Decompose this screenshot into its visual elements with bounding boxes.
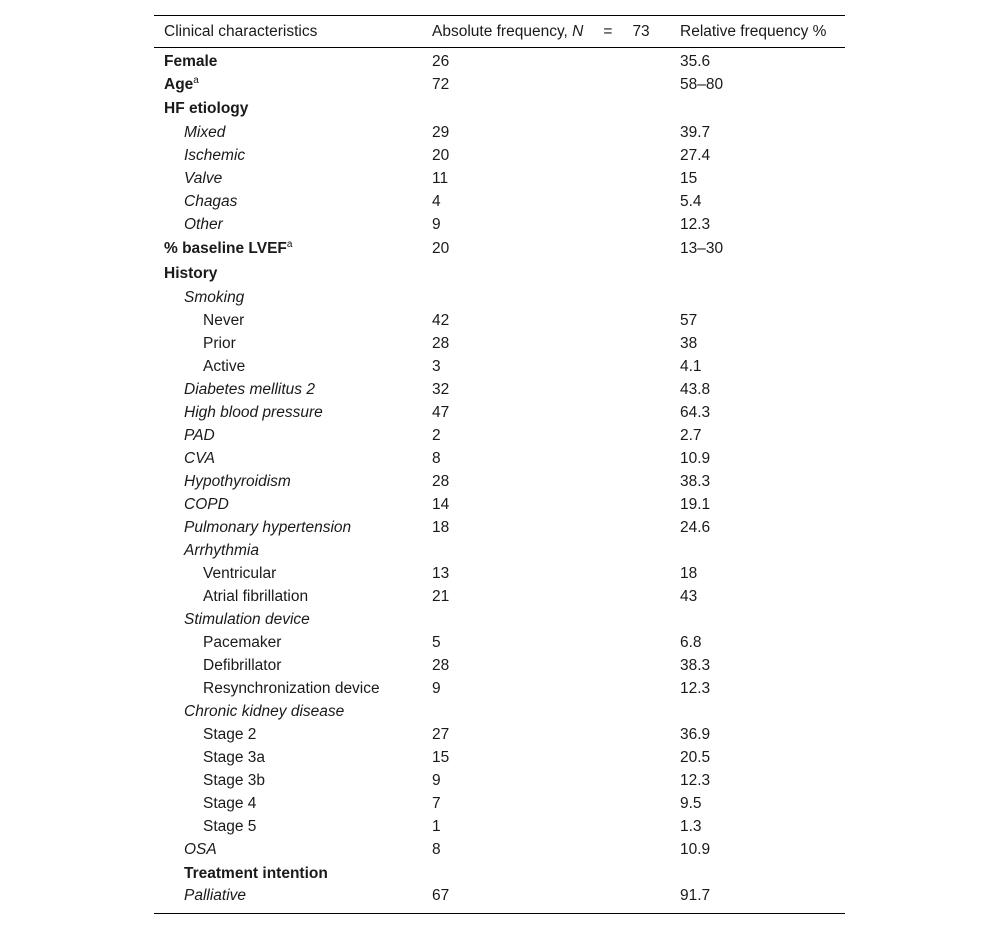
row-label: Prior <box>203 334 236 352</box>
rel-value: 19.1 <box>680 495 711 513</box>
rel-value: 36.9 <box>680 725 711 743</box>
rel-value <box>670 261 845 286</box>
table-row <box>154 48 845 74</box>
row-label: Stage 4 <box>203 794 257 812</box>
abs-value: 42 <box>432 311 450 329</box>
abs-value: 28 <box>432 472 450 490</box>
table-row <box>154 286 845 309</box>
row-label: Female <box>164 52 218 70</box>
abs-value: 20 <box>432 239 450 257</box>
subsection-label: Stimulation device <box>184 610 310 628</box>
abs-value: 28 <box>432 334 450 352</box>
abs-value <box>422 286 670 309</box>
abs-value: 11 <box>432 169 449 187</box>
table-row <box>154 700 845 723</box>
table-row <box>154 121 845 144</box>
table-row <box>154 585 845 608</box>
abs-value: 9 <box>432 215 441 233</box>
row-label: Hypothyroidism <box>184 472 291 490</box>
abs-value: 8 <box>432 840 441 858</box>
abs-value <box>422 700 670 723</box>
table-header <box>154 16 845 48</box>
rel-value: 5.4 <box>680 192 702 210</box>
abs-value <box>422 539 670 562</box>
abs-value: 2 <box>432 426 441 444</box>
row-label: Stage 2 <box>203 725 257 743</box>
table-row <box>154 236 845 261</box>
table-row <box>154 401 845 424</box>
abs-value <box>422 261 670 286</box>
row-label: OSA <box>184 840 217 858</box>
rel-value: 27.4 <box>680 146 711 164</box>
rel-value <box>670 286 845 309</box>
table-row <box>154 167 845 190</box>
table-row <box>154 378 845 401</box>
header-absolute-frequency-label: Absolute frequency, <box>432 22 573 40</box>
rel-value: 91.7 <box>670 886 845 914</box>
table-row <box>154 654 845 677</box>
table-body <box>154 48 845 914</box>
rel-value: 24.6 <box>680 518 711 536</box>
table-row <box>154 838 845 861</box>
subsection-label: Chronic kidney disease <box>184 702 345 720</box>
row-label: Ischemic <box>184 146 246 164</box>
table-row <box>154 213 845 236</box>
table-row <box>154 332 845 355</box>
abs-value: 47 <box>432 403 450 421</box>
abs-value: 4 <box>432 192 441 210</box>
rel-value: 13–30 <box>680 239 724 257</box>
rel-value: 9.5 <box>680 794 702 812</box>
table-row <box>154 723 845 746</box>
row-label: Stage 3b <box>203 771 266 789</box>
table-row <box>154 424 845 447</box>
row-label: CVA <box>184 449 216 467</box>
table-row <box>154 886 845 914</box>
rel-value: 38 <box>680 334 698 352</box>
abs-value: 32 <box>432 380 450 398</box>
abs-value <box>422 96 670 121</box>
rel-value <box>670 608 845 631</box>
table-row <box>154 144 845 167</box>
row-label <box>154 236 422 261</box>
abs-value: 5 <box>432 633 441 651</box>
header-relative-frequency: Relative frequency % <box>670 16 845 48</box>
abs-value: 7 <box>432 794 441 812</box>
row-label: Atrial fibrillation <box>203 587 309 605</box>
table-row <box>154 309 845 332</box>
header-absolute-frequency <box>422 16 670 48</box>
abs-value <box>422 608 670 631</box>
abs-value: 13 <box>432 564 450 582</box>
table-row <box>154 677 845 700</box>
table-row <box>154 792 845 815</box>
table-row <box>154 539 845 562</box>
table-row <box>154 73 845 96</box>
abs-value: 20 <box>432 146 450 164</box>
rel-value: 43.8 <box>680 380 711 398</box>
row-label: Chagas <box>184 192 238 210</box>
rel-value: 35.6 <box>680 52 711 70</box>
rel-value <box>670 96 845 121</box>
table-row <box>154 769 845 792</box>
row-label: Pulmonary hypertension <box>184 518 352 536</box>
rel-value: 38.3 <box>680 472 711 490</box>
row-label: Active <box>203 357 246 375</box>
rel-value: 64.3 <box>680 403 711 421</box>
rel-value: 10.9 <box>680 840 711 858</box>
table-row <box>154 608 845 631</box>
subsection-label: Arrhythmia <box>184 541 259 559</box>
header-clinical-characteristics: Clinical characteristics <box>154 16 422 48</box>
footnote-marker: a <box>193 74 199 86</box>
table-row <box>154 447 845 470</box>
row-label: Defibrillator <box>203 656 282 674</box>
footnote-marker: a <box>286 238 293 250</box>
row-label: PAD <box>184 426 215 444</box>
abs-value: 67 <box>422 886 670 914</box>
abs-value <box>422 861 670 886</box>
rel-value: 12.3 <box>680 679 711 697</box>
rel-value: 58–80 <box>680 75 724 93</box>
rel-value: 18 <box>680 564 698 582</box>
table-row <box>154 261 845 286</box>
abs-value: 9 <box>432 679 441 697</box>
table-row <box>154 470 845 493</box>
abs-value: 14 <box>432 495 450 513</box>
rel-value: 57 <box>680 311 698 329</box>
abs-value: 21 <box>432 587 450 605</box>
lvef-label: % baseline LVEF <box>164 239 287 257</box>
abs-value: 3 <box>432 357 441 375</box>
section-label: Treatment intention <box>184 864 328 882</box>
abs-value: 18 <box>432 518 450 536</box>
rel-value <box>670 700 845 723</box>
table-row <box>154 516 845 539</box>
row-label <box>154 73 422 96</box>
table-row <box>154 493 845 516</box>
header-equals: = <box>603 22 613 40</box>
row-label: Mixed <box>184 123 226 141</box>
row-label: Never <box>203 311 245 329</box>
row-label: High blood pressure <box>184 403 323 421</box>
abs-value: 1 <box>432 817 441 835</box>
abs-value: 72 <box>432 75 450 93</box>
row-label: COPD <box>184 495 229 513</box>
abs-value: 29 <box>432 123 450 141</box>
table-row <box>154 96 845 121</box>
table-row <box>154 861 845 886</box>
section-label: History <box>164 264 218 282</box>
abs-value: 26 <box>432 52 450 70</box>
subsection-label: Smoking <box>184 288 245 306</box>
rel-value: 12.3 <box>680 215 711 233</box>
header-n-symbol: N <box>572 22 584 40</box>
row-label: Other <box>184 215 223 233</box>
abs-value: 8 <box>432 449 441 467</box>
table-row <box>154 562 845 585</box>
clinical-characteristics-table-container <box>154 15 845 914</box>
abs-value: 28 <box>432 656 450 674</box>
table-row <box>154 815 845 838</box>
header-row <box>154 16 845 48</box>
row-label: Pacemaker <box>203 633 282 651</box>
header-n-value: 73 <box>632 22 650 40</box>
rel-value: 2.7 <box>680 426 702 444</box>
rel-value <box>670 539 845 562</box>
rel-value: 43 <box>680 587 698 605</box>
rel-value: 10.9 <box>680 449 711 467</box>
row-label: Stage 3a <box>203 748 266 766</box>
rel-value: 12.3 <box>680 771 711 789</box>
rel-value: 1.3 <box>680 817 702 835</box>
abs-value: 27 <box>432 725 450 743</box>
row-label: Resynchronization device <box>203 679 380 697</box>
row-label: Diabetes mellitus 2 <box>184 380 315 398</box>
rel-value: 38.3 <box>680 656 711 674</box>
row-label: Valve <box>184 169 223 187</box>
table-row <box>154 355 845 378</box>
abs-value: 15 <box>432 748 450 766</box>
row-label: Ventricular <box>203 564 277 582</box>
table-row <box>154 190 845 213</box>
rel-value: 15 <box>680 169 698 187</box>
row-label: Palliative <box>154 886 422 914</box>
rel-value: 6.8 <box>680 633 702 651</box>
rel-value: 39.7 <box>680 123 711 141</box>
clinical-characteristics-table <box>154 15 845 914</box>
rel-value: 20.5 <box>680 748 711 766</box>
abs-value: 9 <box>432 771 441 789</box>
rel-value: 4.1 <box>680 357 702 375</box>
row-label: Stage 5 <box>203 817 257 835</box>
age-label: Age <box>164 75 194 93</box>
table-row <box>154 631 845 654</box>
section-label: HF etiology <box>164 99 249 117</box>
table-row <box>154 746 845 769</box>
rel-value <box>670 861 845 886</box>
